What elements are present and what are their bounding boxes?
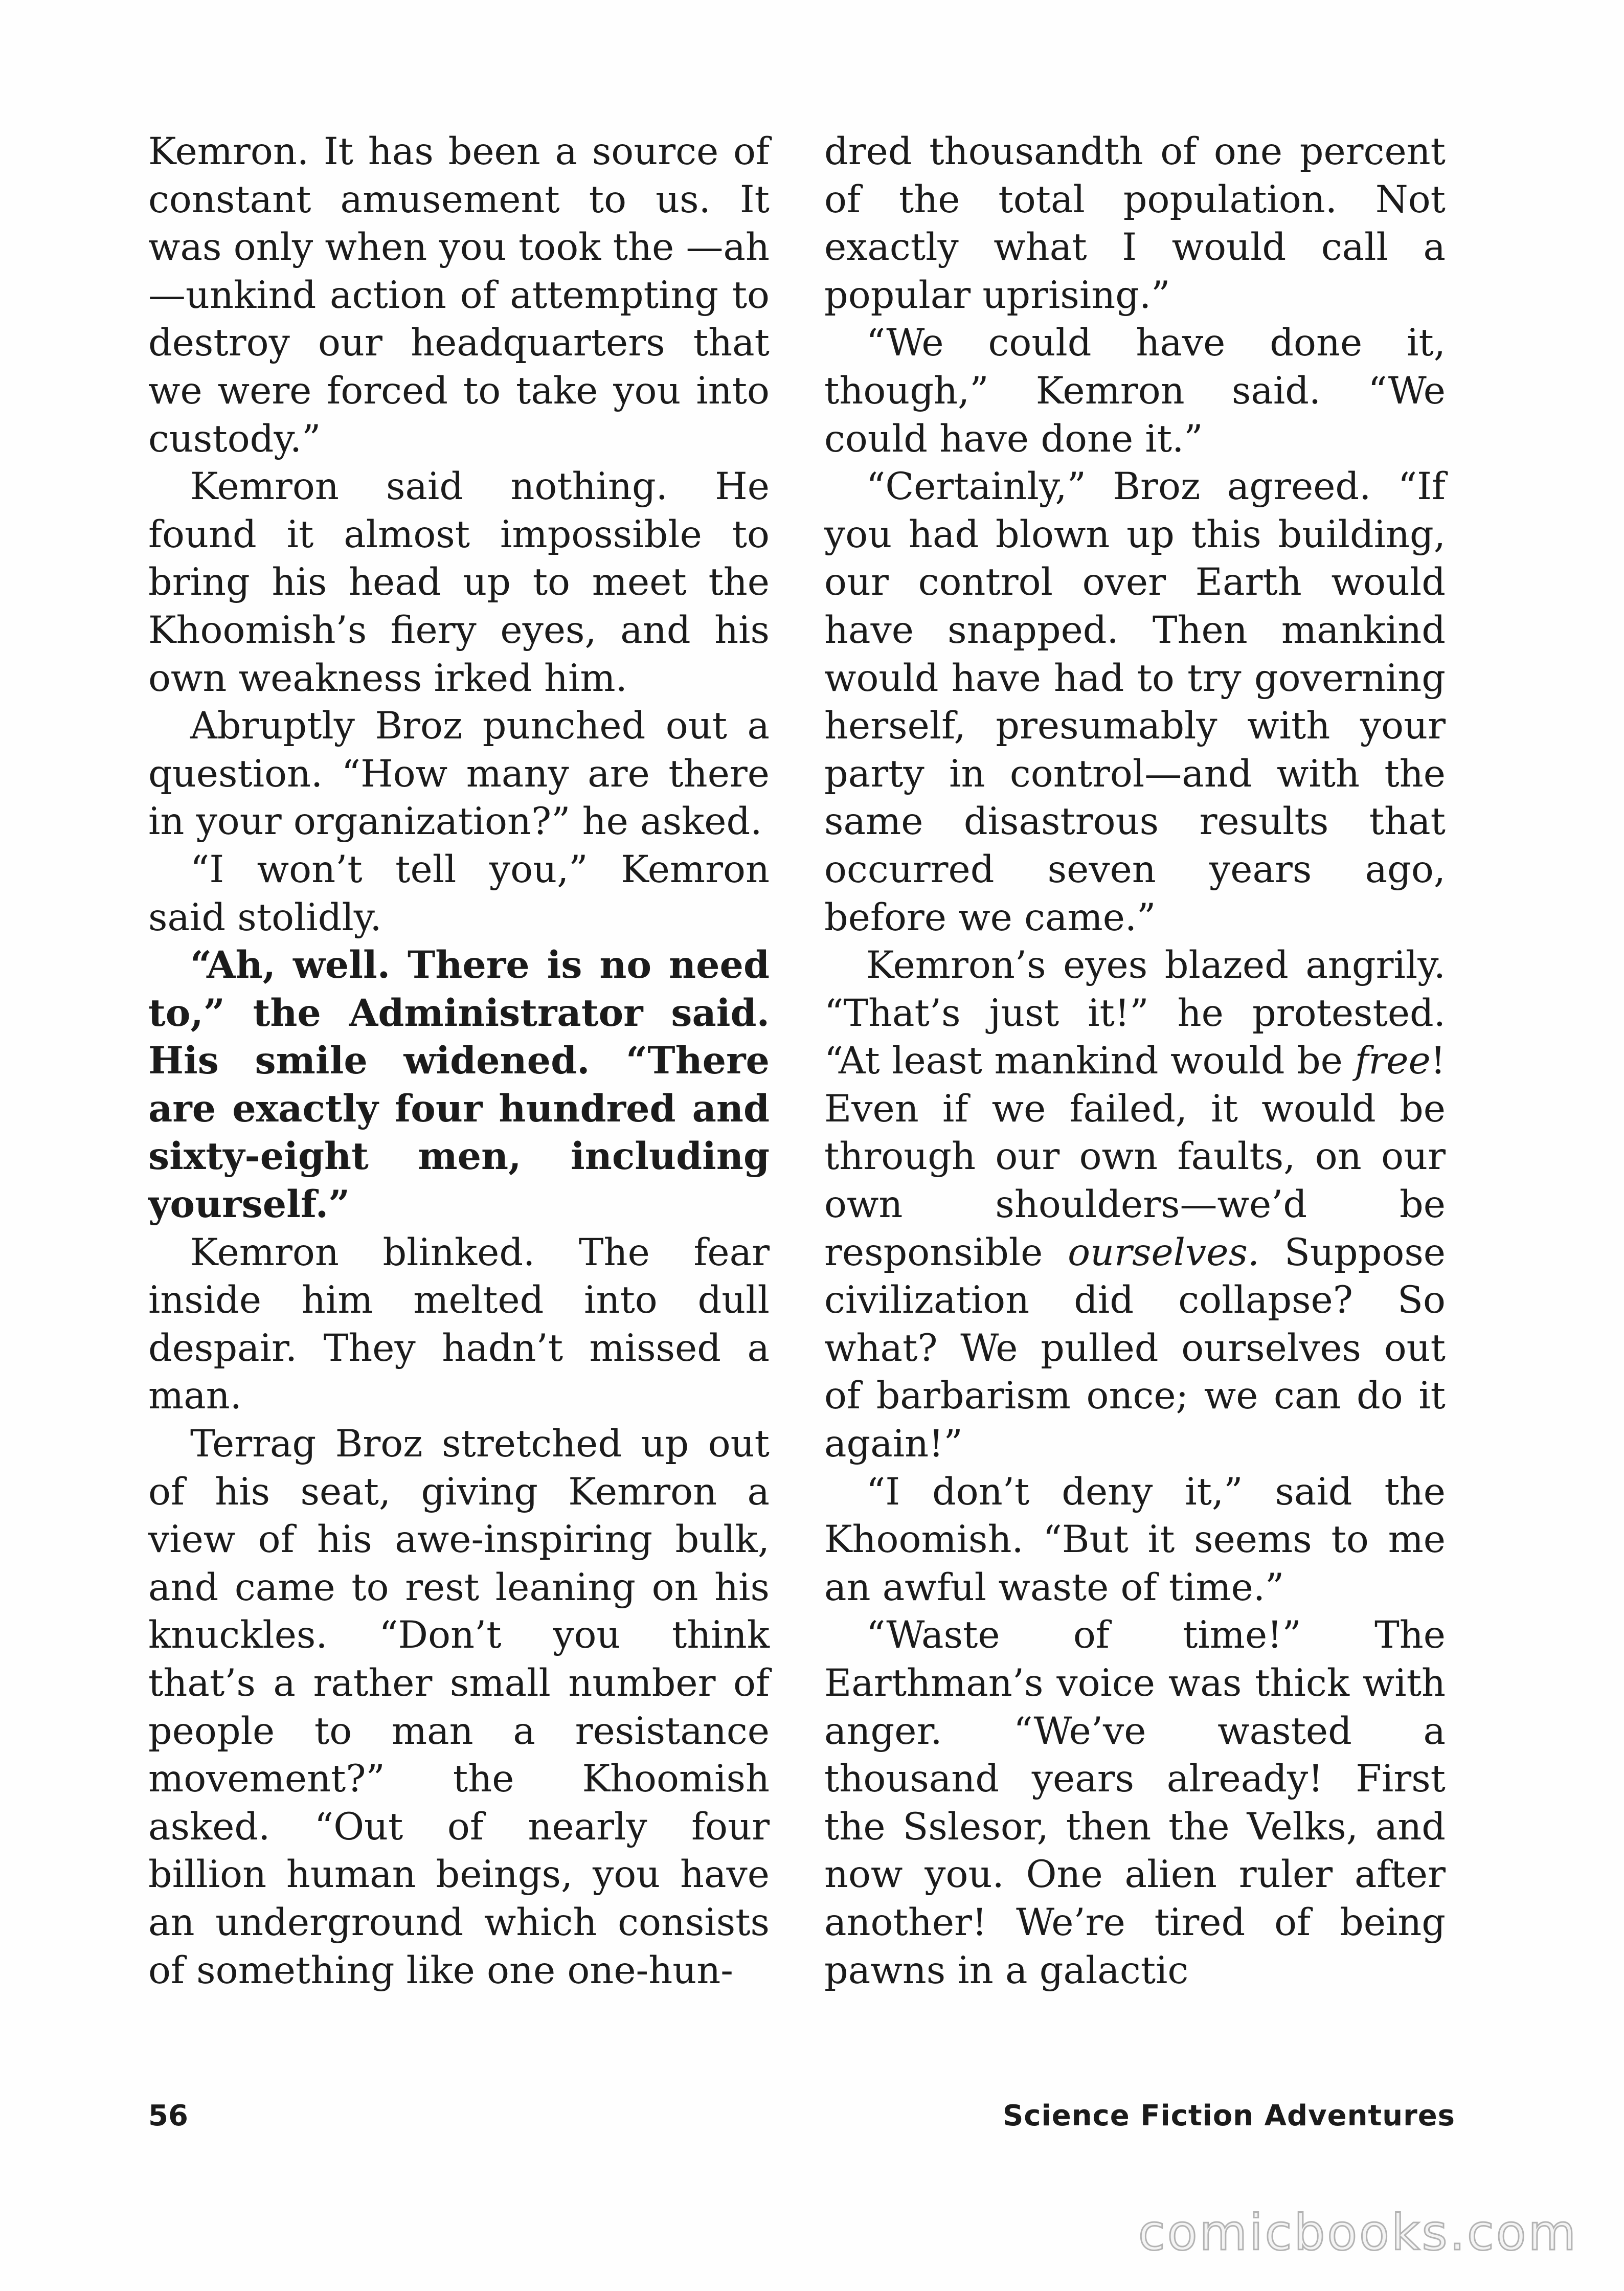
text-column-right (824, 128, 1446, 1994)
running-title: Science Fiction Adventures (1002, 2099, 1455, 2132)
paragraph: Kemron blinked. The fear inside him melted into dull despair. They hadn’t missed a man. (148, 1230, 770, 1418)
text-run: Kemron’s eyes blazed angrily. “That’s just it!” he protested. “At least mankind would be (824, 944, 1446, 1083)
paragraph (824, 941, 1446, 1468)
paragraph: “Waste of time!” The Earthman’s voice was thick with anger. “We’ve wasted a thousand years already! First the Sslesor, then the Velks, and now you. One alien ruler after another! We’re tired of being pawns in a galactic (824, 1613, 1446, 1992)
paragraph: “I won’t tell you,” Kemron said stolidly. (148, 847, 770, 939)
text-run: Suppose civilization did collapse? So what? We pulled ourselves out of barbarism once; we can do it again!” (824, 1230, 1446, 1466)
page-number: 56 (148, 2099, 188, 2132)
paragraph: Abruptly Broz punched out a question. “How many are there in your organization?” he asked. (148, 704, 770, 844)
paragraph: “Ah, well. There is no need to,” the Administrator said. His smile widened. “There are exactly four hundred and sixty-eight men, including yourself.” (148, 943, 770, 1227)
emphasis-free: free (1355, 1039, 1431, 1083)
paragraph: Kemron said nothing. He found it almost impossible to bring his head up to meet the Khoomish’s fiery eyes, and his own weakness irked him. (148, 465, 770, 700)
paragraph: dred thousandth of one percent of the total population. Not exactly what I would call a popular uprising.” (824, 130, 1446, 317)
paragraph: “I don’t deny it,” said the Khoomish. “But it seems to me an awful waste of time.” (824, 1470, 1446, 1609)
paragraph: Kemron. It has been a source of constant amusement to us. It was only when you took the —ah—unkind action of attempting to destroy our headquarters that we were forced to take you into custody.” (148, 130, 770, 461)
paragraph: “We could have done it, though,” Kemron said. “We could have done it.” (824, 321, 1446, 461)
watermark: comicbooks.com (1138, 2204, 1578, 2261)
text-column-left (148, 128, 770, 1994)
text-run: ! Even if we failed, it would be through our own faults, on our own shoulders—we’d be responsible (824, 1039, 1446, 1274)
paragraph: “Certainly,” Broz agreed. “If you had blown up this building, our control over Earth would have snapped. Then mankind would have had to try governing herself, presumably with your party in control—and with the same disastrous results that occurred seven years ago, before we came.” (824, 465, 1446, 939)
paragraph: Terrag Broz stretched up out of his seat, giving Kemron a view of his awe-inspiring bulk, and came to rest leaning on his knuckles. “Don’t you think that’s a rather small number of people to man a resistance movement?” the Khoomish asked. “Out of nearly four billion human beings, you have an underground which consists of something like one one-hun- (148, 1422, 770, 1992)
emphasis-ourselves: ourselves. (1068, 1230, 1260, 1274)
